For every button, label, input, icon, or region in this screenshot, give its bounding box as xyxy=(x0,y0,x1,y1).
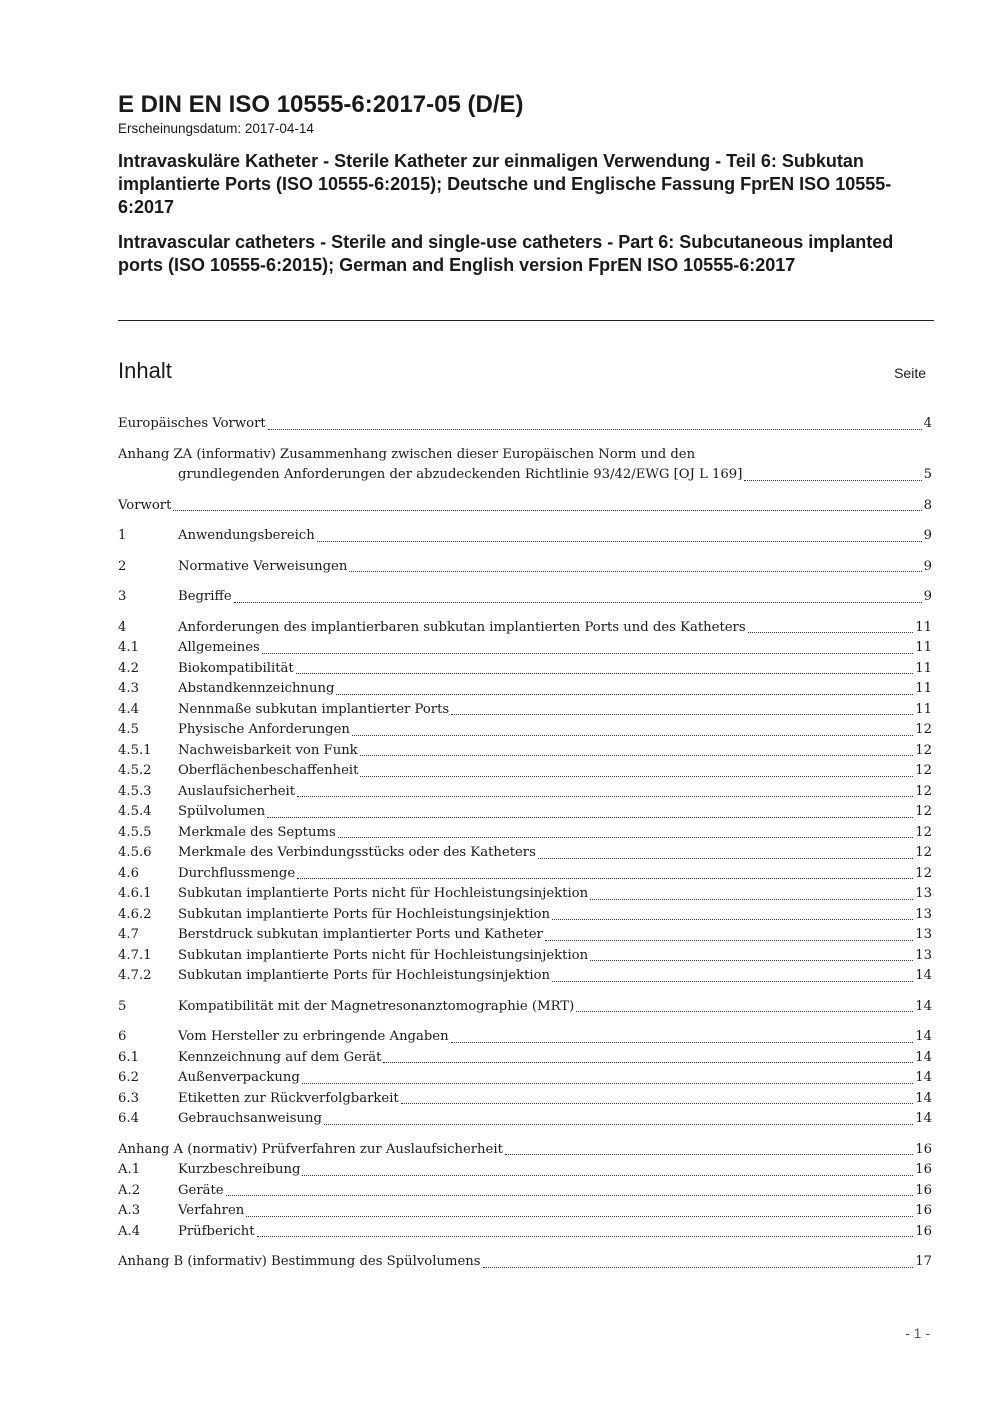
toc-entry-page: 12 xyxy=(915,722,932,737)
toc-entry[interactable] xyxy=(118,587,932,608)
toc-entry-page: 13 xyxy=(915,886,932,901)
toc-entry-annex-za[interactable] xyxy=(118,445,932,486)
toc-entry-page: 12 xyxy=(915,804,932,819)
toc-entry[interactable] xyxy=(118,526,932,547)
toc-entry-number: A.3 xyxy=(118,1203,141,1218)
toc-leader-dots xyxy=(576,1011,913,1012)
toc-leader-dots xyxy=(748,632,914,633)
page-number: - 1 - xyxy=(905,1325,930,1341)
toc-entry[interactable] xyxy=(118,864,932,885)
toc-entry-number: 6 xyxy=(118,1029,127,1044)
toc-leader-dots xyxy=(302,1175,913,1176)
toc-entry-page: 14 xyxy=(915,1029,932,1044)
toc-entry-page: 12 xyxy=(915,742,932,758)
toc-entry-page: 5 xyxy=(923,467,932,482)
toc-entry-number: 4.6.2 xyxy=(118,906,152,922)
toc-entry-number: 4.6 xyxy=(118,865,139,881)
toc-entry-text: Nachweisbarkeit von Funk xyxy=(178,742,358,758)
toc-entry-page: 17 xyxy=(915,1254,932,1269)
toc-leader-dots xyxy=(297,878,913,879)
toc-leader-dots xyxy=(173,510,921,511)
toc-entry-page: 16 xyxy=(915,1203,932,1218)
toc-entry[interactable] xyxy=(118,782,932,803)
toc-entry-page: 14 xyxy=(915,1111,932,1126)
toc-entry-page: 13 xyxy=(915,927,932,942)
toc-entry-page: 12 xyxy=(915,763,932,778)
toc-entry-page: 12 xyxy=(915,865,932,881)
toc-leader-dots xyxy=(360,755,914,756)
toc-entry-page: 13 xyxy=(915,906,932,922)
toc-entry-text: Allgemeines xyxy=(178,640,260,655)
toc-entry-text: Auslaufsicherheit xyxy=(178,783,296,799)
toc-entry[interactable] xyxy=(118,761,932,782)
toc-entry-text: Subkutan implantierte Ports für Hochleistungsinjektion xyxy=(178,968,551,983)
toc-entry-text: Außenverpackung xyxy=(178,1070,300,1085)
toc-entry-number: 6.2 xyxy=(118,1070,139,1085)
toc-entry[interactable] xyxy=(118,720,932,741)
toc-entry-text: Verfahren xyxy=(178,1203,245,1218)
toc-entry-text: Kurzbeschreibung xyxy=(178,1162,301,1177)
toc-entry[interactable] xyxy=(118,905,932,926)
toc-leader-dots xyxy=(324,1124,913,1125)
toc-leader-dots xyxy=(360,776,913,777)
toc-entry-text: Oberflächenbeschaffenheit xyxy=(178,763,359,778)
toc-entry[interactable] xyxy=(118,700,932,721)
toc-entry-number: 4.7.1 xyxy=(118,947,152,963)
toc-entry[interactable] xyxy=(118,659,932,680)
toc-leader-dots xyxy=(234,602,922,603)
toc-leader-dots xyxy=(505,1154,913,1155)
toc-leader-dots xyxy=(262,653,913,654)
document-id: E DIN EN ISO 10555-6:2017-05 (D/E) xyxy=(118,91,524,118)
toc-entry[interactable] xyxy=(118,802,932,823)
toc-entry-page: 13 xyxy=(915,947,932,963)
toc-entry-number: 5 xyxy=(118,998,127,1014)
toc-leader-dots xyxy=(336,694,913,695)
toc-entry[interactable] xyxy=(118,1048,932,1069)
toc-entry[interactable] xyxy=(118,997,932,1018)
toc-entry-text: Europäisches Vorwort xyxy=(118,416,266,431)
toc-entry-text: Anwendungsbereich xyxy=(178,528,315,543)
toc-entry-page: 12 xyxy=(915,845,932,860)
toc-entry-text: Berstdruck subkutan implantierter Ports und Katheter xyxy=(178,927,543,942)
toc-entry[interactable] xyxy=(118,741,932,762)
toc-entry-page: 12 xyxy=(915,824,932,840)
toc-entry[interactable] xyxy=(118,1068,932,1089)
toc-heading: Inhalt xyxy=(118,358,172,383)
toc-entry[interactable] xyxy=(118,925,932,946)
toc-entry-number: 4.6.1 xyxy=(118,886,152,901)
toc-leader-dots xyxy=(545,940,913,941)
toc-leader-dots xyxy=(257,1236,914,1237)
publication-date: Erscheinungsdatum: 2017-04-14 xyxy=(118,121,314,136)
toc-entry[interactable] xyxy=(118,496,932,517)
toc-entry-text: Etiketten zur Rückverfolgbarkeit xyxy=(178,1090,399,1106)
toc-entry-text: Subkutan implantierte Ports nicht für Hochleistungsinjektion xyxy=(178,886,589,901)
toc-leader-dots xyxy=(590,960,913,961)
toc-entry-number: 4.7 xyxy=(118,927,139,942)
toc-entry[interactable] xyxy=(118,946,932,967)
toc-entry-number: A.1 xyxy=(118,1162,141,1177)
document-header xyxy=(118,90,934,277)
toc-entry-text: Normative Verweisungen xyxy=(178,558,348,574)
title-english: Intravascular catheters - Sterile and single-use catheters - Part 6: Subcutaneous implanted ports (ISO 10555-6:2015); German and English version FprEN ISO 10555-6:2017 xyxy=(118,232,894,275)
toc-entry-number: 4 xyxy=(118,619,127,635)
toc-leader-dots xyxy=(590,899,913,900)
toc-entry-text-line1: Anhang ZA (informativ) Zusammenhang zwischen dieser Europäischen Norm und den xyxy=(118,446,696,462)
toc-entry-number: 3 xyxy=(118,589,127,604)
toc-entry-number: 4.5.3 xyxy=(118,783,152,799)
toc-entry[interactable] xyxy=(118,966,932,987)
toc-entry-page: 14 xyxy=(915,1049,932,1065)
toc-entry[interactable] xyxy=(118,679,932,700)
toc-entry-page: 11 xyxy=(915,681,932,696)
toc-leader-dots xyxy=(349,571,921,572)
toc-entry-text: Anforderungen des implantierbaren subkutan implantierten Ports und des Katheters xyxy=(178,619,746,635)
toc-entry-number: A.2 xyxy=(118,1182,141,1198)
toc-entry[interactable] xyxy=(118,884,932,905)
toc-entry[interactable] xyxy=(118,1160,932,1181)
toc-entry-number: 6.4 xyxy=(118,1111,139,1126)
toc-leader-dots xyxy=(297,796,913,797)
toc-entry-text: Physische Anforderungen xyxy=(178,722,350,737)
toc-entry-number: 2 xyxy=(118,558,127,574)
toc-entry[interactable] xyxy=(118,823,932,844)
toc-entry-text: Merkmale des Verbindungsstücks oder des Katheters xyxy=(178,845,536,860)
toc-entry-number: 6.1 xyxy=(118,1049,139,1065)
toc-entry[interactable] xyxy=(118,638,932,659)
toc-entry[interactable] xyxy=(118,557,932,578)
toc-leader-dots xyxy=(538,858,913,859)
toc-leader-dots xyxy=(451,1042,914,1043)
toc-entry-text: Geräte xyxy=(178,1182,224,1198)
toc-entry-page: 11 xyxy=(915,619,932,635)
toc-leader-dots xyxy=(483,1267,914,1268)
toc-entry[interactable] xyxy=(118,843,932,864)
toc-entry-number: A.4 xyxy=(118,1223,141,1239)
toc-entry-page: 9 xyxy=(923,528,932,543)
toc-entry-page: 16 xyxy=(915,1162,932,1177)
toc-entry[interactable] xyxy=(118,1201,932,1222)
toc-entry-text: Anhang B (informativ) Bestimmung des Spülvolumens xyxy=(118,1254,481,1269)
toc-entry-number: 4.4 xyxy=(118,701,139,717)
toc-entry-number: 4.5.2 xyxy=(118,763,152,778)
toc-entry-number: 1 xyxy=(118,528,127,543)
toc-leader-dots xyxy=(296,673,914,674)
toc-page-column-label: Seite xyxy=(894,365,926,381)
toc-entry[interactable] xyxy=(118,1027,932,1048)
toc-entry-page: 16 xyxy=(915,1223,932,1239)
toc-entry[interactable] xyxy=(118,618,932,639)
toc-entry-page: 14 xyxy=(915,998,932,1014)
toc-entry-number: 4.5.4 xyxy=(118,804,152,819)
toc-entry-text: Subkutan implantierte Ports für Hochleistungsinjektion xyxy=(178,906,551,922)
toc-entry[interactable] xyxy=(118,1252,932,1273)
toc-entry-list xyxy=(118,496,932,1273)
toc-entry-text: Durchflussmenge xyxy=(178,865,296,881)
toc-leader-dots xyxy=(317,541,922,542)
toc-entry-text: Subkutan implantierte Ports nicht für Hochleistungsinjektion xyxy=(178,947,589,963)
toc-entry-page: 12 xyxy=(915,783,932,799)
toc-entry-page: 14 xyxy=(915,1090,932,1106)
toc-leader-dots xyxy=(226,1195,914,1196)
toc-entry[interactable] xyxy=(118,1181,932,1202)
toc-leader-dots xyxy=(246,1216,913,1217)
header-divider xyxy=(118,320,934,321)
toc-entry-text: Gebrauchsanweisung xyxy=(178,1111,322,1126)
toc-leader-dots xyxy=(552,919,913,920)
toc-leader-dots xyxy=(352,735,913,736)
toc-entry-text: Biokompatibilität xyxy=(178,660,294,676)
toc-entry-page: 11 xyxy=(915,660,932,676)
toc-entry-page: 11 xyxy=(915,640,932,655)
toc-entry-text: Prüfbericht xyxy=(178,1223,255,1239)
toc-entry[interactable] xyxy=(118,1140,932,1161)
toc-entry[interactable] xyxy=(118,1089,932,1110)
toc-entry-page: 4 xyxy=(923,416,932,431)
toc-leader-dots xyxy=(451,714,913,715)
toc-entry-number: 4.3 xyxy=(118,681,139,696)
toc-entry-number: 4.1 xyxy=(118,640,139,655)
toc-leader-dots xyxy=(267,817,913,818)
toc-entry-number: 4.5.5 xyxy=(118,824,152,840)
toc-leader-dots xyxy=(383,1062,913,1063)
toc-leader-dots xyxy=(552,981,913,982)
toc-entry-text-line2: grundlegenden Anforderungen der abzudeckenden Richtlinie 93/42/EWG [OJ L 169] xyxy=(178,467,743,482)
toc-entry-number: 4.5.1 xyxy=(118,742,152,758)
toc-entry-page: 16 xyxy=(915,1141,932,1157)
toc-entry-page: 9 xyxy=(923,589,932,604)
toc-entry-number: 4.5.6 xyxy=(118,845,152,860)
toc-entry-page: 14 xyxy=(915,1070,932,1085)
table-of-contents xyxy=(118,414,932,1273)
toc-entry-page: 9 xyxy=(923,558,932,574)
toc-entry-number: 4.5 xyxy=(118,722,139,737)
toc-entry-number: 4.7.2 xyxy=(118,968,152,983)
toc-entry-text: Spülvolumen xyxy=(178,804,266,819)
toc-entry-page: 16 xyxy=(915,1182,932,1198)
toc-entry-text: Vom Hersteller zu erbringende Angaben xyxy=(178,1029,449,1044)
toc-entry-text: Anhang A (normativ) Prüfverfahren zur Auslaufsicherheit xyxy=(118,1141,503,1157)
toc-entry-text: Begriffe xyxy=(178,589,232,604)
title-german: Intravaskuläre Katheter - Sterile Katheter zur einmaligen Verwendung - Teil 6: Subkutan implantierte Ports (ISO 10555-6:2015); Deutsche und Englische Fassung FprEN ISO 10555-6:2017 xyxy=(118,151,892,217)
toc-entry-page: 8 xyxy=(923,497,932,513)
toc-leader-dots xyxy=(401,1103,913,1104)
toc-entry[interactable] xyxy=(118,1222,932,1243)
toc-entry-text: Merkmale des Septums xyxy=(178,824,336,840)
toc-entry-text: Nennmaße subkutan implantierter Ports xyxy=(178,701,450,717)
toc-entry-text: Abstandkennzeichnung xyxy=(178,681,335,696)
toc-leader-dots xyxy=(744,480,921,481)
toc-entry-number: 6.3 xyxy=(118,1090,139,1106)
toc-leader-dots xyxy=(338,837,913,838)
toc-entry-text: Kennzeichnung auf dem Gerät xyxy=(178,1049,382,1065)
toc-entry-european-foreword[interactable] xyxy=(118,414,932,435)
toc-entry-page: 14 xyxy=(915,968,932,983)
toc-heading-row xyxy=(118,358,926,384)
toc-entry-page: 11 xyxy=(915,701,932,717)
toc-entry-number: 4.2 xyxy=(118,660,139,676)
toc-entry-text: Kompatibilität mit der Magnetresonanztomographie (MRT) xyxy=(178,998,575,1014)
toc-entry[interactable] xyxy=(118,1109,932,1130)
toc-entry-text: Vorwort xyxy=(118,497,172,513)
toc-leader-dots xyxy=(302,1083,913,1084)
toc-leader-dots xyxy=(268,429,922,430)
